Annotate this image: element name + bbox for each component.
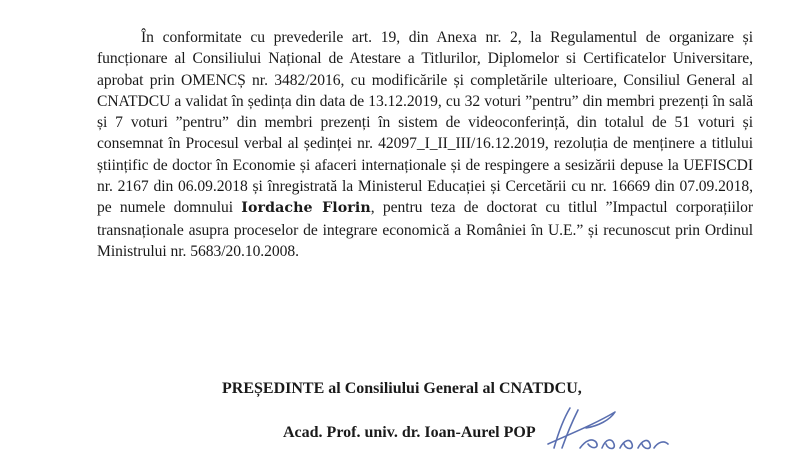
paragraph-text-before-name: În conformitate cu prevederile art. 19, din Anexa nr. 2, la Regulamentul de organizare și funcționare al Consiliului Național de Atestare a Titlurilor, Diplomelor si Certificatelor Universitare, aprobat prin OMENCȘ nr. 3482/2016, cu modificările și completările ulterioare, Consiliul General al CNATDCU a validat în ședința din data de 13.12.2019, cu 32 voturi ”pentru” din membri prezenți în sală și 7 voturi ”pentru” din membri prezenți în sistem de videoconferință, din totalul de 51 voturi și consemnat în Procesul verbal al ședinței nr. 42097_I_II_III/16.12.2019, rezoluția de menținere a titlului științific de doctor în Economie și afaceri internaționale și de respingere a sesizării depuse la UEFISCDI nr. 2167 din 06.09.2018 și înregistrată la Ministerul Educației și Cercetării cu nr. 16669 din 07.09.2018, pe numele domnului — [97, 29, 753, 217]
person-name: Iordache Florin — [241, 200, 371, 217]
decision-paragraph — [97, 27, 753, 262]
handwritten-signature — [540, 404, 670, 450]
signatory-name: Acad. Prof. univ. dr. Ioan-Aurel POP — [283, 424, 536, 441]
signatory-title: PREȘEDINTE al Consiliului General al CNATDCU, — [222, 380, 582, 397]
paragraph-text-after-name: , pentru teza de doctorat cu titlul ”Impactul corporațiilor transnaționale asupra proceselor de integrare economică a României în U.E.” și recunoscut prin Ordinul Ministrului nr. 5683/20.10.2008. — [97, 199, 754, 260]
